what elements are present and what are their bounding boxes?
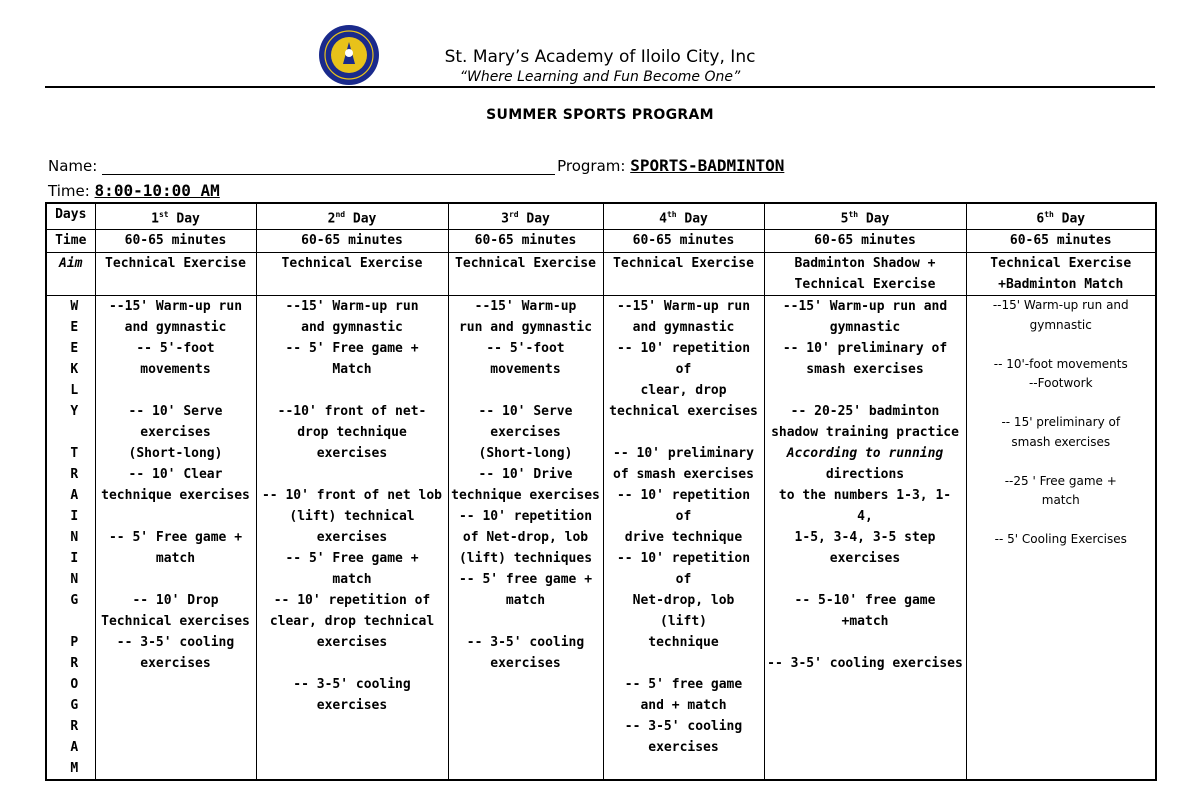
activity-line: technical exercises	[609, 404, 758, 420]
activity-line: match	[155, 551, 196, 567]
activity-line: -- 5' free game	[624, 677, 743, 693]
program-value: SPORTS-BADMINTON	[630, 156, 785, 175]
activity-line: movements	[490, 362, 561, 378]
aim-label: Aim	[46, 253, 95, 296]
name-program-row	[48, 156, 784, 175]
day-number: 2	[327, 211, 336, 227]
activity-line: exercises	[490, 656, 561, 672]
activity-line: and gymnastic	[124, 320, 227, 336]
program-label: Program:	[557, 157, 626, 175]
activity-line: and gymnastic	[632, 320, 735, 336]
activity-line: movements	[140, 362, 211, 378]
side-letter: K	[70, 362, 79, 378]
day-duration-2: 60-65 minutes	[256, 230, 448, 253]
activity-line: --15' Warm-up run	[616, 299, 751, 315]
line-gap	[98, 380, 254, 401]
activity-line: technique	[648, 635, 719, 651]
aim-line: Technical Exercise	[794, 277, 936, 293]
activity-line: -- 10' repetition	[458, 509, 593, 525]
side-letter: R	[70, 656, 79, 672]
day-word: Day	[858, 211, 890, 227]
schedule-table	[45, 202, 1157, 781]
activity-line: directions	[825, 467, 905, 483]
activity-line: drive technique	[624, 530, 743, 546]
day-number: 3	[501, 211, 509, 227]
activity-line: exercises	[316, 446, 388, 462]
side-letter: A	[70, 488, 79, 504]
header-divider	[45, 86, 1155, 88]
activity-line: --Footwork	[1028, 376, 1093, 391]
day-suffix: th	[848, 210, 859, 219]
side-letter: I	[70, 509, 79, 525]
aim-line: Technical Exercise	[990, 256, 1132, 272]
line-gap	[259, 653, 446, 674]
aim-row	[46, 253, 1156, 296]
activity-line: (lift) techniques	[458, 551, 593, 567]
aim-line: Technical Exercise	[613, 256, 754, 272]
day-word: Day	[518, 211, 550, 227]
activity-line: (lift) technical	[289, 509, 415, 525]
activity-line: -- 15' preliminary of	[1001, 415, 1121, 430]
activity-line: -- 5' free game +	[458, 572, 593, 588]
activity-line: of smash exercises	[613, 467, 754, 483]
activity-line: clear, drop technical	[269, 614, 435, 630]
day-number: 4	[659, 211, 667, 227]
side-letter: E	[70, 320, 79, 336]
activity-line: -- 10' repetition of	[616, 551, 751, 588]
activity-line: -- 10' Drive	[478, 467, 573, 483]
day-duration-4: 60-65 minutes	[603, 230, 764, 253]
day-number: 6	[1036, 211, 1045, 227]
side-letter: A	[70, 740, 79, 756]
side-letter: M	[70, 761, 79, 777]
activity-line: exercises	[140, 425, 211, 441]
line-gap	[969, 335, 1154, 355]
activity-line: -- 3-5' cooling exercises	[767, 656, 963, 672]
aim-line: Technical Exercise	[105, 256, 246, 272]
activity-line: --15' Warm-up run	[285, 299, 419, 315]
line-gap	[259, 464, 446, 485]
activity-line: -- 5'-foot	[486, 341, 565, 357]
time-value: 8:00-10:00 AM	[94, 181, 220, 200]
day-number: 5	[840, 211, 849, 227]
days-label: Days	[46, 203, 95, 230]
activity-line: -- 10' Serve	[478, 404, 573, 420]
day-suffix: nd	[335, 210, 346, 219]
time-row	[48, 181, 220, 200]
name-field-line	[102, 160, 555, 175]
line-gap	[259, 380, 446, 401]
activity-line: -- 10' preliminary of	[782, 341, 948, 357]
day-activities-4	[603, 296, 764, 781]
side-letter: R	[70, 719, 79, 735]
day-aim-3	[448, 253, 603, 296]
activity-line: exercises	[140, 656, 211, 672]
day-word: Day	[345, 211, 377, 227]
side-letter: G	[70, 593, 79, 609]
day-duration-5: 60-65 minutes	[764, 230, 966, 253]
side-letter: T	[70, 446, 79, 462]
day-activities-2	[256, 296, 448, 781]
day-activities-1	[95, 296, 256, 781]
activity-line: -- 5' Free game +	[285, 341, 419, 357]
activity-line: -- 3-5' cooling	[293, 677, 411, 693]
activity-line: -- 5-10' free game	[794, 593, 936, 609]
activity-line: -- 10' repetition of	[616, 341, 751, 378]
activity-line: -- 5'-foot	[136, 341, 215, 357]
day-duration-3: 60-65 minutes	[448, 230, 603, 253]
activity-line: Technical exercises	[101, 614, 250, 630]
activity-line: of Net-drop, lob	[462, 530, 589, 546]
school-motto: “Where Learning and Fun Become One”	[459, 69, 741, 85]
side-letter: N	[70, 572, 79, 588]
line-gap	[767, 380, 964, 401]
time-row-label: Time	[46, 230, 95, 253]
day-aim-6	[966, 253, 1156, 296]
time-label: Time:	[48, 182, 90, 200]
activity-line: -- 10' front of net lob	[261, 488, 442, 504]
activity-line: --15' Warm-up run and	[782, 299, 948, 315]
day-suffix: th	[1044, 210, 1054, 219]
day-word: Day	[676, 211, 708, 227]
aim-line: Technical Exercise	[455, 256, 596, 272]
activity-line: -- 10' Serve	[128, 404, 223, 420]
document-title: SUMMER SPORTS PROGRAM	[486, 107, 714, 123]
school-seal-logo	[318, 24, 380, 86]
day-header-6	[966, 203, 1156, 230]
day-header-5	[764, 203, 966, 230]
activity-line: Net-drop, lob (lift)	[632, 593, 735, 630]
side-letter: R	[70, 467, 79, 483]
activity-line: 1-5, 3-4, 3-5 step	[794, 530, 936, 546]
line-gap	[606, 653, 762, 674]
activity-line: exercises	[490, 425, 561, 441]
day-aim-1	[95, 253, 256, 296]
aim-line: Badminton Shadow +	[794, 256, 936, 272]
day-header-3	[448, 203, 603, 230]
line-gap	[767, 632, 964, 653]
activity-line: Match	[332, 362, 372, 378]
activity-line: exercises	[829, 551, 901, 567]
activity-line: --10' front of net-	[277, 404, 427, 420]
aim-line: Technical Exercise	[281, 256, 423, 272]
day-suffix: rd	[508, 210, 519, 219]
side-letter: I	[70, 551, 79, 567]
line-gap	[606, 422, 762, 443]
side-letter	[56, 611, 93, 632]
activity-line: (Short-long)	[478, 446, 573, 462]
activity-line: match	[332, 572, 372, 588]
line-gap	[98, 506, 254, 527]
activity-line: (Short-long)	[128, 446, 223, 462]
activity-line: match	[505, 593, 546, 609]
activity-line: -- 10'-foot movements	[993, 356, 1128, 371]
day-word: Day	[1053, 211, 1086, 227]
activity-line: -- 3-5' cooling	[116, 635, 235, 651]
activity-line: -- 10' repetition of	[273, 593, 431, 609]
day-aim-4	[603, 253, 764, 296]
activity-line: According to running	[786, 446, 944, 462]
activity-line: gymnastic	[829, 320, 901, 336]
activity-line: -- 5' Free game +	[108, 530, 243, 546]
day-duration-6: 60-65 minutes	[966, 230, 1156, 253]
activity-line: exercises	[648, 740, 719, 756]
day-activities-5	[764, 296, 966, 781]
activity-line: technique exercises	[451, 488, 600, 504]
day-activities-3	[448, 296, 603, 781]
side-letter: N	[70, 530, 79, 546]
day-aim-5	[764, 253, 966, 296]
activity-line: smash exercises	[806, 362, 924, 378]
days-header-row	[46, 203, 1156, 230]
activity-line: -- 5' Free game +	[285, 551, 419, 567]
activity-line: gymnastic	[1029, 317, 1092, 332]
aim-line: +Badminton Match	[998, 277, 1124, 293]
activity-line: --15' Warm-up run	[108, 299, 243, 315]
day-suffix: st	[158, 210, 169, 219]
side-letter: W	[70, 299, 79, 315]
line-gap	[98, 569, 254, 590]
side-letter: L	[70, 383, 79, 399]
activity-line: -- 10' repetition of	[616, 488, 751, 525]
activity-line: -- 10' Drop	[132, 593, 219, 609]
activity-line: -- 10' preliminary	[613, 446, 754, 462]
day-aim-2	[256, 253, 448, 296]
line-gap	[451, 611, 601, 632]
activity-line: drop technique	[297, 425, 407, 441]
line-gap	[969, 511, 1154, 531]
activity-line: +match	[841, 614, 889, 630]
day-activities-6	[966, 296, 1156, 781]
activity-line: and gymnastic	[301, 320, 403, 336]
line-gap	[767, 569, 964, 590]
activity-line: --15' Warm-up run and	[992, 298, 1129, 313]
activity-line: -- 3-5' cooling	[624, 719, 743, 735]
activity-line: --15' Warm-up	[474, 299, 577, 315]
activity-line: technique exercises	[101, 488, 250, 504]
training-row	[46, 296, 1156, 781]
side-letter	[56, 422, 93, 443]
activity-line: --25 ' Free game +	[1004, 473, 1117, 488]
side-letter: P	[70, 635, 79, 651]
time-row-table	[46, 230, 1156, 253]
activity-line: exercises	[316, 530, 388, 546]
activity-line: shadow training practice	[771, 425, 959, 441]
day-header-2	[256, 203, 448, 230]
activity-line: 4,	[857, 509, 873, 525]
activity-line: and + match	[640, 698, 727, 714]
day-number: 1	[151, 211, 159, 227]
activity-line: -- 10' Clear	[128, 467, 223, 483]
activity-line: smash exercises	[1011, 434, 1111, 449]
activity-line: match	[1041, 493, 1080, 508]
line-gap	[451, 380, 601, 401]
school-name: St. Mary’s Academy of Iloilo City, Inc	[444, 47, 756, 67]
activity-line: clear, drop	[640, 383, 727, 399]
activity-line: exercises	[316, 698, 388, 714]
line-gap	[969, 394, 1154, 414]
activity-line: exercises	[316, 635, 388, 651]
day-header-1	[95, 203, 256, 230]
weekly-training-program-label	[46, 296, 95, 781]
activity-line: -- 20-25' badminton	[790, 404, 940, 420]
side-letter: G	[70, 698, 79, 714]
side-letter: Y	[70, 404, 79, 420]
activity-line: run and gymnastic	[458, 320, 593, 336]
activity-line: -- 3-5' cooling	[466, 635, 585, 651]
side-letter: O	[70, 677, 79, 693]
line-gap	[969, 452, 1154, 472]
activity-line: to the numbers 1-3, 1-	[778, 488, 952, 504]
side-letter: E	[70, 341, 79, 357]
activity-line: -- 5' Cooling Exercises	[994, 532, 1127, 547]
day-header-4	[603, 203, 764, 230]
day-suffix: th	[666, 210, 677, 219]
name-label: Name:	[48, 157, 98, 175]
day-duration-1: 60-65 minutes	[95, 230, 256, 253]
day-word: Day	[168, 211, 200, 227]
